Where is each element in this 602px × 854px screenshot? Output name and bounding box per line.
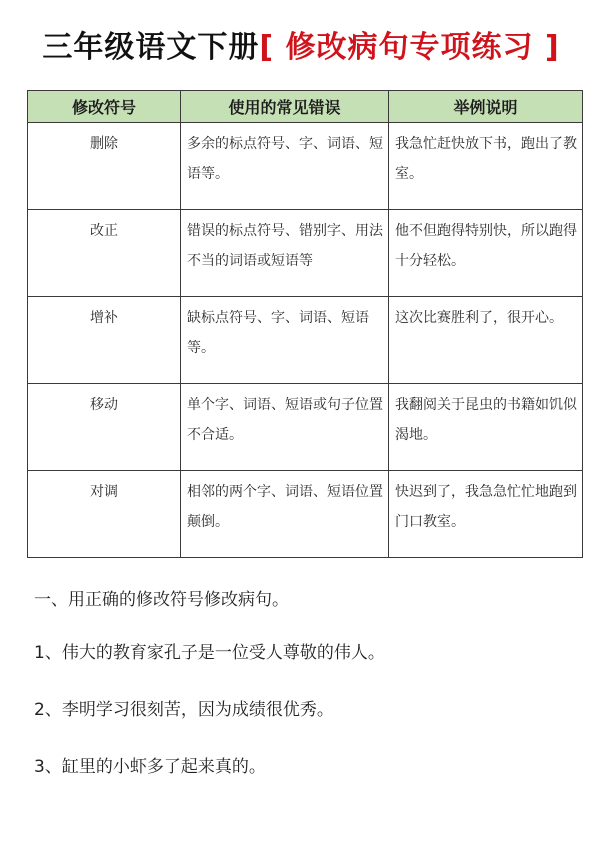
column-header-error: 使用的常见错误 (181, 91, 389, 123)
correction-symbols-table (27, 90, 583, 558)
exercise-item: 2、李明学习很刻苦，因为成绩很优秀。 (34, 700, 334, 720)
cell-symbol: 移动 (28, 384, 181, 471)
page-title-main: 三年级语文下册 (42, 30, 260, 65)
column-header-example: 举例说明 (389, 91, 583, 123)
cell-error: 多余的标点符号、字、词语、短语等。 (181, 123, 389, 210)
cell-symbol: 对调 (28, 471, 181, 558)
page-title-highlight: [ 修改病句专项练习 ] (259, 30, 560, 65)
cell-symbol: 增补 (28, 297, 181, 384)
exercise-heading: 一、用正确的修改符号修改病句。 (34, 590, 289, 610)
table-row (28, 384, 583, 471)
cell-example: 我翻阅关于昆虫的书籍如饥似渴地。 (389, 384, 583, 471)
table-row (28, 123, 583, 210)
cell-example: 他不但跑得特别快，所以跑得十分轻松。 (389, 210, 583, 297)
exercise-item: 3、缸里的小虾多了起来真的。 (34, 757, 266, 777)
cell-error: 缺标点符号、字、词语、短语等。 (181, 297, 389, 384)
cell-symbol: 改正 (28, 210, 181, 297)
cell-symbol: 删除 (28, 123, 181, 210)
table-row (28, 471, 583, 558)
cell-example: 我急忙赶快放下书，跑出了教室。 (389, 123, 583, 210)
exercise-item: 1、伟大的教育家孔子是一位受人尊敬的伟人。 (34, 643, 385, 663)
cell-example: 这次比赛胜利了，很开心。 (389, 297, 583, 384)
cell-error: 相邻的两个字、词语、短语位置颠倒。 (181, 471, 389, 558)
table-row (28, 210, 583, 297)
cell-error: 单个字、词语、短语或句子位置不合适。 (181, 384, 389, 471)
cell-error: 错误的标点符号、错别字、用法不当的词语或短语等 (181, 210, 389, 297)
page-title (0, 28, 602, 68)
table-header-row (28, 91, 583, 123)
column-header-symbol: 修改符号 (28, 91, 181, 123)
table-row (28, 297, 583, 384)
cell-example: 快迟到了，我急急忙忙地跑到门口教室。 (389, 471, 583, 558)
